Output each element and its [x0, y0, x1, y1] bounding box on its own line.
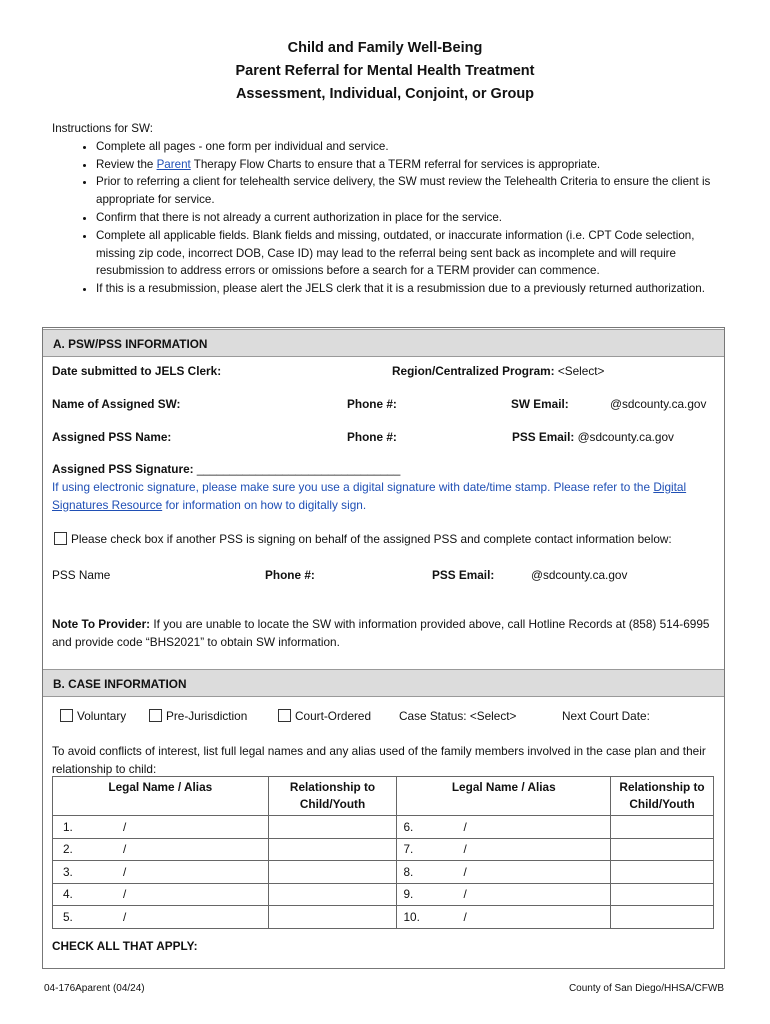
col-relationship: Relationship to Child/Youth	[611, 777, 714, 816]
case-status-select[interactable]: <Select>	[469, 709, 517, 723]
title-line-2: Parent Referral for Mental Health Treatment	[235, 63, 535, 79]
name-cell[interactable]: 2. /	[53, 838, 269, 861]
relationship-cell[interactable]	[268, 816, 397, 839]
esignature-note: If using electronic signature, please make sure you use a digital signature with date/time stamp. Please refer to the Digital Signatures Resource for information on how to digitally sign.	[52, 480, 687, 512]
relationship-cell[interactable]	[268, 906, 397, 929]
region-field[interactable]: Region/Centralized Program: <Select>	[392, 364, 605, 378]
relationship-cell[interactable]	[611, 838, 714, 861]
pss-email-field[interactable]: PSS Email: @sdcounty.ca.gov	[512, 430, 674, 444]
document-title	[0, 37, 770, 106]
pss-phone-label-2: Phone #:	[265, 568, 315, 582]
instruction-item: • Complete all applicable fields. Blank fields and missing, outdated, or inaccurate information (i.e. CPT Code selection, missing zip code, incorrect DOB, Case ID) may lead to the referral being sent back as incomplete and will require resubmission to address errors or omissions before a search for a TERM provider can commence.	[96, 227, 722, 280]
sw-email-domain[interactable]: @sdcounty.ca.gov	[610, 397, 707, 411]
instructions	[52, 120, 722, 298]
instruction-item: • If this is a resubmission, please alert the JELS clerk that it is a resubmission due to a previously returned authorization.	[96, 280, 722, 298]
relationship-cell[interactable]	[611, 861, 714, 884]
pre-jurisdiction-option[interactable]: Pre-Jurisdiction	[149, 709, 247, 723]
name-cell[interactable]: 10. /	[397, 906, 611, 929]
name-cell[interactable]: 1. /	[53, 816, 269, 839]
sw-phone-label: Phone #:	[347, 397, 397, 411]
relationship-cell[interactable]	[611, 906, 714, 929]
title-line-1: Child and Family Well-Being	[287, 40, 483, 56]
table-row	[53, 861, 714, 884]
relationship-cell[interactable]	[268, 838, 397, 861]
instruction-item: • Prior to referring a client for telehealth service delivery, the SW must review the Telehealth Criteria to ensure the client is appropriate for service.	[96, 173, 722, 209]
date-submitted-label: Date submitted to JELS Clerk:	[52, 364, 222, 378]
section-a-header: A. PSW/PSS INFORMATION	[43, 329, 724, 357]
court-ordered-checkbox[interactable]	[278, 709, 291, 722]
pss-name-plain-label: PSS Name	[52, 568, 111, 582]
region-select[interactable]: <Select>	[557, 364, 605, 378]
name-cell[interactable]: 7. /	[397, 838, 611, 861]
other-pss-label: Please check box if another PSS is signing on behalf of the assigned PSS and complete contact information below:	[71, 532, 672, 546]
next-court-date-label: Next Court Date:	[562, 709, 650, 723]
pre-jurisdiction-checkbox[interactable]	[149, 709, 162, 722]
sw-email-label: SW Email:	[511, 397, 569, 411]
col-legal-name: Legal Name / Alias	[397, 777, 611, 816]
col-relationship: Relationship to Child/Youth	[268, 777, 397, 816]
instructions-list	[52, 138, 722, 298]
pss-email-domain-2[interactable]: @sdcounty.ca.gov	[531, 568, 628, 582]
sw-name-label: Name of Assigned SW:	[52, 397, 181, 411]
conflict-note: To avoid conflicts of interest, list full legal names and any alias used of the family members involved in the case plan and their relationship to child:	[52, 744, 706, 776]
case-status-field[interactable]: Case Status: <Select>	[399, 709, 517, 723]
parent-flow-chart-link[interactable]: Parent	[156, 157, 191, 171]
relationship-cell[interactable]	[611, 816, 714, 839]
family-members-table	[52, 776, 714, 929]
relationship-cell[interactable]	[268, 883, 397, 906]
court-ordered-option[interactable]: Court-Ordered	[278, 709, 371, 723]
name-cell[interactable]: 9. /	[397, 883, 611, 906]
relationship-cell[interactable]	[611, 883, 714, 906]
pss-name-label: Assigned PSS Name:	[52, 430, 172, 444]
table-row	[53, 906, 714, 929]
pss-phone-label: Phone #:	[347, 430, 397, 444]
col-legal-name: Legal Name / Alias	[53, 777, 269, 816]
signature-line[interactable]: _______________________________	[196, 462, 401, 476]
instruction-item: • Review the Parent Therapy Flow Charts to ensure that a TERM referral for services is appropriate.	[96, 156, 722, 174]
form-id: 04-176Aparent (04/24)	[44, 983, 145, 994]
title-line-3: Assessment, Individual, Conjoint, or Group	[235, 86, 535, 102]
name-cell[interactable]: 6. /	[397, 816, 611, 839]
pss-signature-field[interactable]: Assigned PSS Signature: _______________________________	[52, 462, 401, 476]
name-cell[interactable]: 8. /	[397, 861, 611, 884]
instruction-item: • Complete all pages - one form per individual and service.	[96, 138, 722, 156]
section-b-header: B. CASE INFORMATION	[43, 669, 724, 697]
name-cell[interactable]: 4. /	[53, 883, 269, 906]
table-header-row	[53, 777, 714, 816]
name-cell[interactable]: 5. /	[53, 906, 269, 929]
voluntary-checkbox[interactable]	[60, 709, 73, 722]
other-pss-checkbox-row[interactable]	[54, 532, 672, 546]
instructions-heading: Instructions for SW:	[52, 122, 153, 135]
instruction-item: • Confirm that there is not already a current authorization in place for the service.	[96, 209, 722, 227]
table-row	[53, 838, 714, 861]
other-pss-checkbox[interactable]	[54, 532, 67, 545]
pss-email-label-2: PSS Email:	[432, 568, 495, 582]
voluntary-option[interactable]: Voluntary	[60, 709, 126, 723]
table-row	[53, 816, 714, 839]
name-cell[interactable]: 3. /	[53, 861, 269, 884]
table-row	[53, 883, 714, 906]
digital-signatures-resource-link[interactable]: Digital Signatures Resource	[52, 480, 687, 512]
check-all-label: CHECK ALL THAT APPLY:	[52, 939, 198, 953]
relationship-cell[interactable]	[268, 861, 397, 884]
note-to-provider: Note To Provider: If you are unable to locate the SW with information provided above, call Hotline Records at (858) 514-6995 and provide code “BHS2021” to obtain SW information.	[52, 617, 710, 649]
agency-footer: County of San Diego/HHSA/CFWB	[568, 983, 724, 994]
